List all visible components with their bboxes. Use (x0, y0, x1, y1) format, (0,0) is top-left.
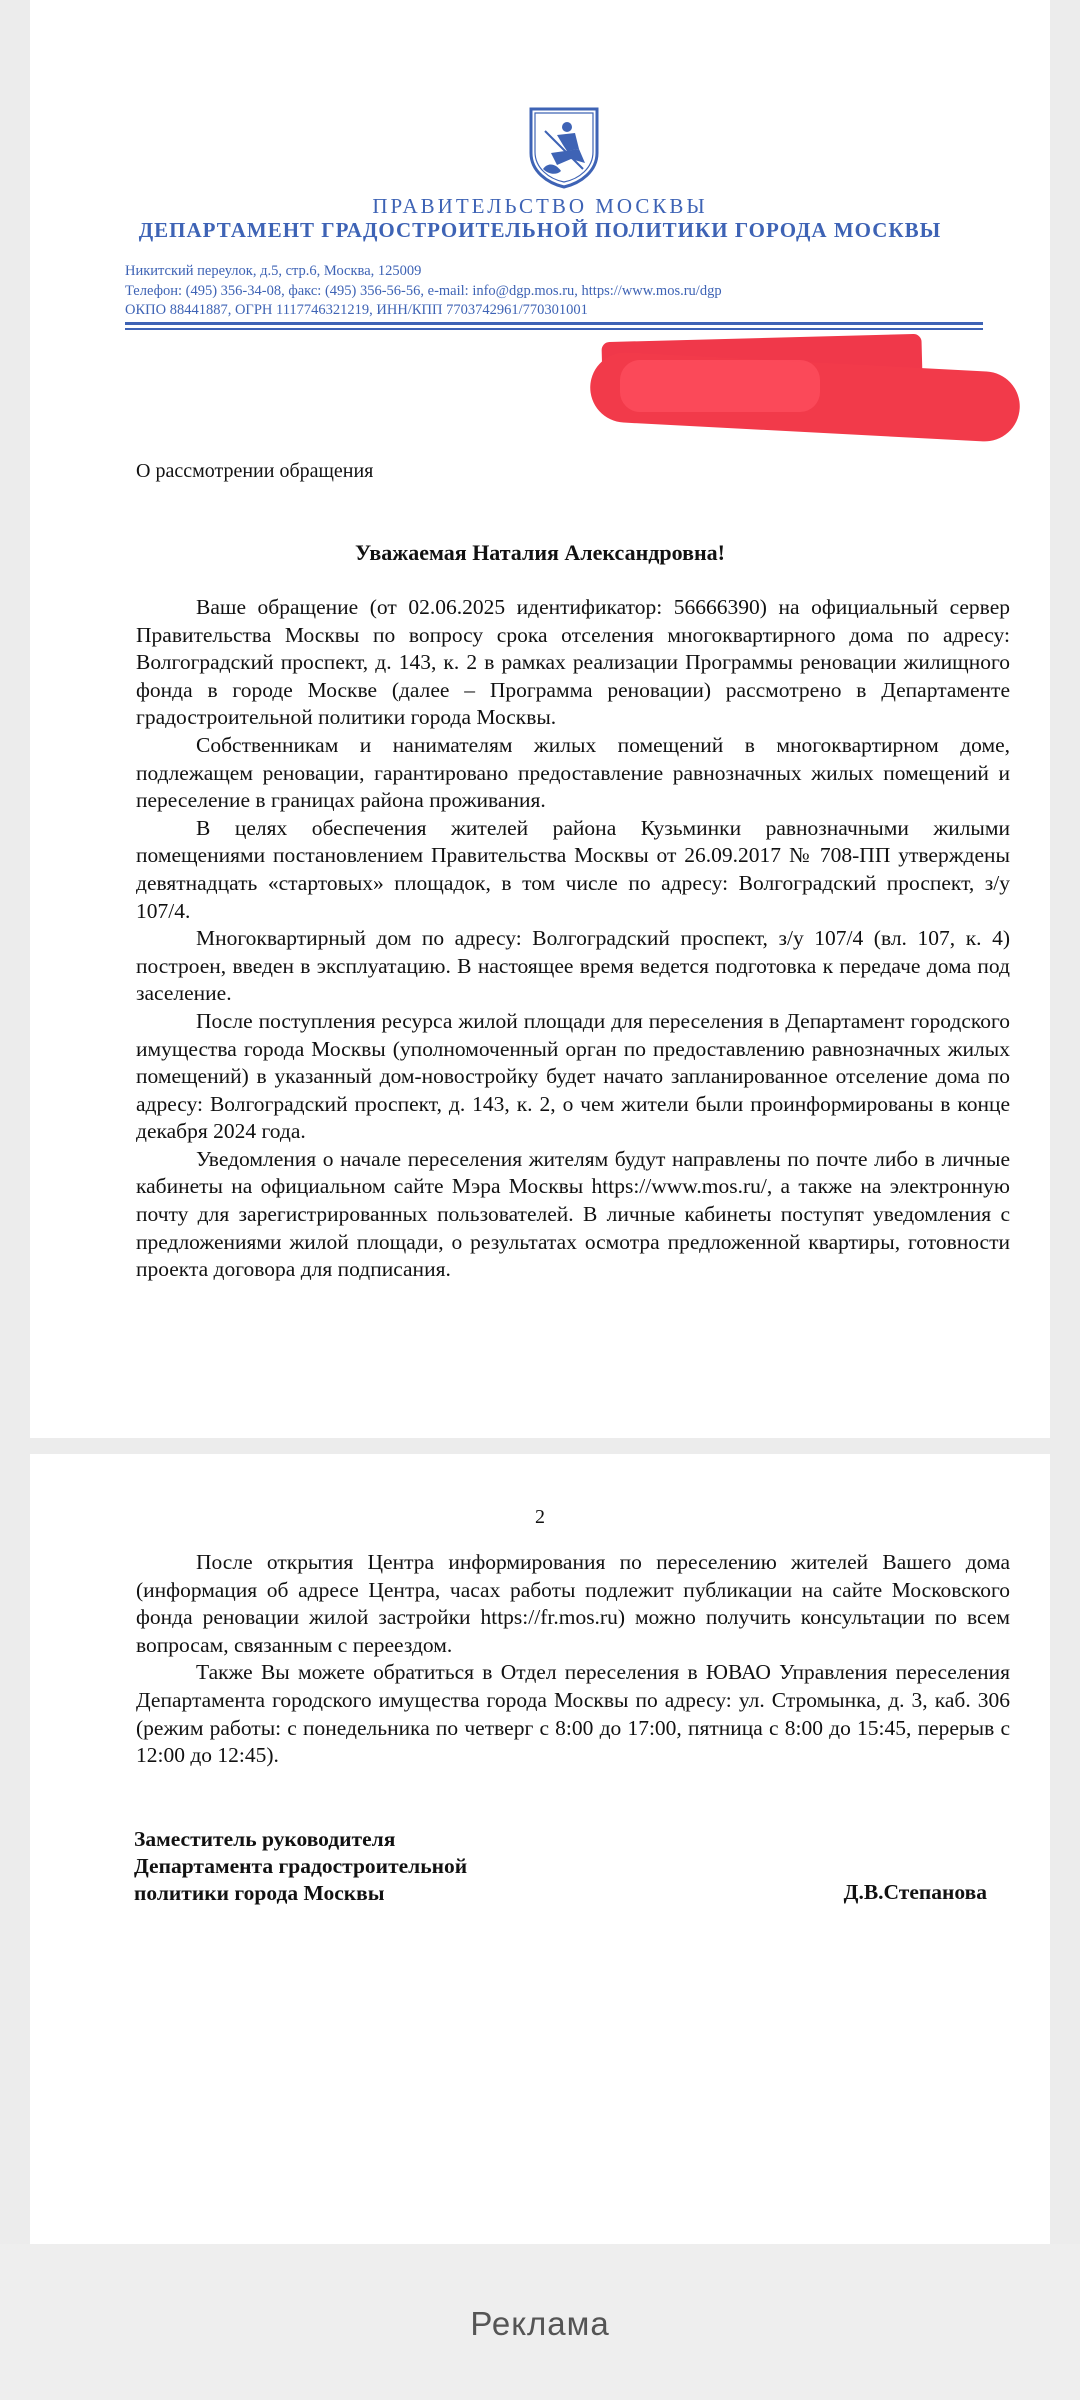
moscow-coat-of-arms-icon (527, 105, 601, 189)
paragraph: После открытия Центра информирования по переселению жителей Вашего дома (информация об адресе Центра, часах работы подлежит публикации на сайте Московского фонда реновации жилой застройки https://fr.mos.ru) можно получить консультации по всем вопросам, связанным с переездом. (136, 1550, 1010, 1657)
department-phones: Телефон: (495) 356-34-08, факс: (495) 356-56-56, e-mail: info@dgp.mos.ru, https://www.mos.ru/dgp (125, 282, 722, 299)
letter-body-page-1 (136, 594, 1010, 1284)
letter-subject: О рассмотрении обращения (136, 460, 374, 482)
letter-salutation: Уважаемая Наталия Александровна! (355, 540, 725, 565)
government-title: ПРАВИТЕЛЬСТВО МОСКВЫ (372, 194, 708, 218)
signature-title-line: Заместитель руководителя (134, 1827, 396, 1851)
letter-body-page-2 (136, 1549, 1010, 1770)
department-contacts (125, 262, 995, 321)
paragraph: Также Вы можете обратиться в Отдел переселения в ЮВАО Управления переселения Департамента городского имущества города Москвы по адресу: ул. Стромынка, д. 3, каб. 306 (режим работы: с понедельника по четверг с 8:00 до 17:00, пятница с 8:00 до 15:45, перерыв с 12:00 до 12:45). (136, 1660, 1010, 1768)
paragraph: Ваше обращение (от 02.06.2025 идентификатор: 56666390) на официальный сервер Правительства Москвы по вопросу срока отселения многоквартирного дома по адресу: Волгоградский проспект, д. 143, к. 2 в рамках реализации Программы реновации жилищного фонда в городе Москве (далее – Программа реновации) рассмотрено в Департаменте градостроительной политики города Москвы. (136, 595, 1010, 730)
paragraph: Уведомления о начале переселения жителям будут направлены по почте либо в личные кабинеты на официальном сайте Мэра Москвы https://www.mos.ru/, а также на электронную почту для зарегистрированных пользователей. В личные кабинеты поступят уведомления с предложениями жилой площади, о результатах осмотра предложенной квартиры, готовности проекта договора для подписания. (136, 1146, 1010, 1282)
signature-title-line: Департамента градостроительной (134, 1854, 468, 1878)
document-page-1 (30, 0, 1050, 1438)
signature-title (134, 1826, 467, 1907)
paragraph: В целях обеспечения жителей района Кузьминки равнозначными жилыми помещениями постановлением Правительства Москвы от 26.09.2017 № 708-ПП утверждены девятнадцать «стартовых» площадок, в том числе по адресу: Волгоградский проспект, з/у 107/4. (136, 815, 1010, 923)
page-number: 2 (535, 1506, 545, 1528)
paragraph: Многоквартирный дом по адресу: Волгоградский проспект, з/у 107/4 (вл. 107, к. 4) построен, введен в эксплуатацию. В настоящее время ведется подготовка к передаче дома под заселение. (136, 926, 1010, 1006)
department-title: ДЕПАРТАМЕНТ ГРАДОСТРОИТЕЛЬНОЙ ПОЛИТИКИ ГОРОДА МОСКВЫ (138, 218, 942, 242)
department-address: Никитский переулок, д.5, стр.6, Москва, 125009 (125, 263, 422, 279)
redaction-mark (620, 360, 820, 412)
paragraph: Собственникам и нанимателям жилых помещений в многоквартирном доме, подлежащем реновации, гарантировано предоставление равнозначных жилых помещений и переселение в границах района проживания. (136, 732, 1010, 813)
signature-title-line: политики города Москвы (134, 1881, 385, 1905)
ad-label[interactable]: Реклама (470, 2305, 610, 2342)
department-codes: ОКПО 88441887, ОГРН 1117746321219, ИНН/КПП 7703742961/770301001 (125, 302, 588, 318)
header-divider-thin (125, 328, 983, 330)
paragraph: После поступления ресурса жилой площади для переселения в Департамент городского имущества города Москвы (уполномоченный орган по предоставлению равнозначных жилых помещений) в указанный дом-новостройку будет начато запланированное отселение дома по адресу: Волгоградский проспект, д. 143, к. 2, о чем жители были проинформированы в конце декабря 2024 года. (136, 1008, 1010, 1144)
header-divider (125, 322, 983, 325)
signer-name: Д.В.Степанова (843, 1880, 987, 1904)
